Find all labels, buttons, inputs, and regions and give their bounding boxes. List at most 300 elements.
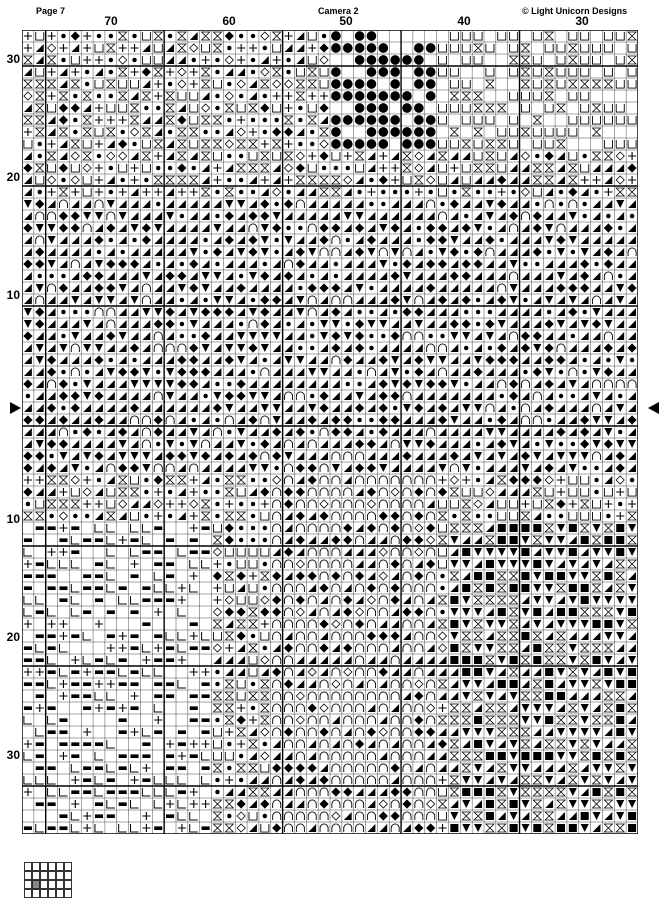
- stitch-symbol: [616, 728, 624, 736]
- stitch-symbol: [367, 67, 377, 77]
- stitch-symbol: [357, 382, 361, 386]
- stitch-symbol: [616, 716, 624, 724]
- minimap-current-page-cell: [33, 881, 40, 889]
- stitch-symbol: [154, 634, 162, 638]
- stitch-symbol: [450, 620, 458, 628]
- stitch-symbol: [144, 106, 148, 110]
- minimap-cell: [57, 881, 64, 889]
- stitch-symbol: [390, 115, 400, 125]
- stitch-symbol: [581, 812, 589, 820]
- stitch-symbol: [511, 406, 515, 410]
- stitch-symbol: [500, 394, 504, 398]
- stitch-symbol: [61, 274, 65, 278]
- stitch-symbol: [119, 766, 127, 770]
- stitch-symbol: [97, 154, 101, 158]
- stitch-symbol: [452, 190, 456, 194]
- stitch-symbol: [464, 310, 468, 314]
- minimap-cell: [57, 863, 64, 871]
- stitch-symbol: [95, 742, 103, 746]
- stitch-symbol: [156, 166, 160, 170]
- minimap-cell: [33, 863, 40, 871]
- stitch-symbol: [49, 274, 53, 278]
- stitch-symbol: [450, 656, 458, 664]
- stitch-symbol: [202, 766, 210, 770]
- stitch-symbol: [440, 202, 444, 206]
- stitch-symbol: [298, 286, 302, 290]
- stitch-symbol: [49, 454, 53, 458]
- stitch-symbol: [202, 646, 210, 650]
- column-number-50: 50: [339, 14, 353, 28]
- stitch-symbol: [144, 478, 148, 482]
- stitch-symbol: [38, 142, 42, 146]
- stitch-symbol: [547, 418, 551, 422]
- stitch-symbol: [488, 346, 492, 350]
- stitch-symbol: [414, 55, 424, 65]
- stitch-symbol: [616, 548, 624, 556]
- stitch-symbol: [119, 790, 127, 794]
- stitch-symbol: [402, 139, 412, 149]
- stitch-symbol: [109, 358, 113, 362]
- stitch-symbol: [61, 406, 65, 410]
- stitch-symbol: [263, 118, 267, 122]
- stitch-symbol: [107, 634, 115, 638]
- stitch-symbol: [378, 127, 388, 137]
- stitch-symbol: [131, 610, 139, 614]
- stitch-symbol: [474, 656, 482, 664]
- stitch-symbol: [535, 202, 539, 206]
- stitch-symbol: [476, 442, 480, 446]
- stitch-symbol: [390, 127, 400, 137]
- stitch-symbol: [71, 790, 79, 794]
- stitch-symbol: [215, 58, 219, 62]
- stitch-symbol: [450, 644, 458, 652]
- stitch-symbol: [367, 91, 377, 101]
- stitch-symbol: [71, 682, 79, 686]
- minimap-cell: [25, 881, 32, 889]
- stitch-symbol: [192, 166, 196, 170]
- stitch-symbol: [355, 91, 365, 101]
- stitch-symbol: [357, 370, 361, 374]
- stitch-symbol: [24, 646, 32, 650]
- stitch-symbol: [594, 478, 598, 482]
- stitch-symbol: [36, 766, 44, 770]
- stitch-symbol: [227, 382, 231, 386]
- stitch-symbol: [251, 118, 255, 122]
- stitch-symbol: [322, 166, 326, 170]
- stitch-symbol: [498, 536, 506, 544]
- stitch-symbol: [393, 262, 397, 266]
- stitch-symbol: [251, 682, 255, 686]
- stitch-symbol: [97, 478, 101, 482]
- stitch-symbol: [97, 250, 101, 254]
- stitch-symbol: [559, 202, 563, 206]
- stitch-symbol: [355, 103, 365, 113]
- stitch-symbol: [142, 742, 150, 746]
- stitch-symbol: [71, 526, 79, 530]
- stitch-symbol: [369, 286, 373, 290]
- stitch-symbol: [417, 226, 421, 230]
- stitch-symbol: [59, 586, 67, 590]
- stitch-symbol: [48, 766, 56, 770]
- stitch-symbol: [606, 514, 610, 518]
- stitch-symbol: [119, 682, 127, 686]
- stitch-symbol: [263, 562, 267, 566]
- stitch-symbol: [286, 58, 290, 62]
- stitch-symbol: [131, 682, 139, 686]
- stitch-symbol: [367, 103, 377, 113]
- stitch-symbol: [426, 139, 436, 149]
- stitch-symbol: [426, 43, 436, 53]
- stitch-symbol: [616, 536, 624, 544]
- stitch-symbol: [357, 418, 361, 422]
- stitch-symbol: [83, 610, 91, 614]
- stitch-symbol: [166, 598, 174, 602]
- stitch-symbol: [73, 94, 77, 98]
- stitch-symbol: [557, 572, 565, 580]
- stitch-symbol: [346, 166, 350, 170]
- stitch-symbol: [593, 656, 601, 664]
- stitch-symbol: [523, 370, 527, 374]
- stitch-symbol: [535, 262, 539, 266]
- stitch-symbol: [61, 58, 65, 62]
- stitch-symbol: [202, 526, 210, 530]
- stitch-symbol: [239, 154, 243, 158]
- stitch-symbol: [381, 334, 385, 338]
- stitch-symbol: [85, 70, 89, 74]
- stitch-symbol: [369, 202, 373, 206]
- stitch-symbol: [24, 538, 32, 542]
- stitch-symbol: [97, 94, 101, 98]
- stitch-symbol: [119, 802, 127, 806]
- stitch-symbol: [119, 718, 127, 722]
- stitch-symbol: [190, 706, 198, 710]
- stitch-symbol: [215, 490, 219, 494]
- row-number-bottom-30: 30: [6, 748, 20, 762]
- stitch-symbol: [498, 752, 506, 760]
- stitch-symbol: [604, 620, 612, 628]
- stitch-symbol: [378, 43, 388, 53]
- stitch-symbol: [593, 620, 601, 628]
- stitch-symbol: [131, 646, 139, 650]
- stitch-symbol: [414, 139, 424, 149]
- stitch-symbol: [119, 658, 127, 662]
- stitch-symbol: [180, 262, 184, 266]
- minimap-cell: [65, 890, 72, 898]
- stitch-symbol: [168, 514, 172, 518]
- stitch-symbol: [533, 560, 541, 568]
- row-number-top-20: 20: [6, 170, 20, 184]
- stitch-symbol: [190, 718, 198, 722]
- stitch-symbol: [390, 79, 400, 89]
- stitch-symbol: [331, 31, 341, 41]
- stitch-symbol: [168, 130, 172, 134]
- stitch-symbol: [571, 250, 575, 254]
- stitch-symbol: [414, 43, 424, 53]
- stitch-symbol: [402, 103, 412, 113]
- stitch-symbol: [426, 67, 436, 77]
- row-number-top-30: 30: [6, 52, 20, 66]
- stitch-symbol: [521, 548, 529, 556]
- stitch-symbol: [131, 790, 139, 794]
- stitch-symbol: [180, 442, 184, 446]
- stitch-symbol: [545, 716, 553, 724]
- stitch-symbol: [343, 79, 353, 89]
- stitch-symbol: [48, 586, 56, 590]
- stitch-symbol: [154, 550, 162, 554]
- stitch-symbol: [202, 826, 210, 830]
- stitch-symbol: [322, 34, 326, 38]
- stitch-symbol: [510, 584, 518, 592]
- stitch-symbol: [464, 214, 468, 218]
- stitch-symbol: [464, 346, 468, 350]
- stitch-symbol: [83, 682, 91, 686]
- stitch-symbol: [452, 514, 456, 518]
- minimap-cell: [33, 872, 40, 880]
- stitch-symbol: [310, 142, 314, 146]
- stitch-symbol: [202, 682, 210, 686]
- stitch-symbol: [488, 418, 492, 422]
- stitch-symbol: [24, 682, 32, 686]
- stitch-symbol: [604, 536, 612, 544]
- stitch-symbol: [571, 334, 575, 338]
- stitch-symbol: [414, 115, 424, 125]
- stitch-symbol: [440, 334, 444, 338]
- stitch-symbol: [486, 800, 494, 808]
- stitch-symbol: [85, 310, 89, 314]
- stitch-symbol: [154, 658, 162, 662]
- stitch-symbol: [618, 502, 622, 506]
- stitch-symbol: [48, 826, 56, 830]
- stitch-symbol: [343, 115, 353, 125]
- stitch-symbol: [474, 716, 482, 724]
- stitch-symbol: [486, 584, 494, 592]
- stitch-symbol: [73, 430, 77, 434]
- stitch-symbol: [132, 358, 136, 362]
- stitch-symbol: [582, 466, 586, 470]
- stitch-symbol: [166, 538, 174, 542]
- stitch-symbol: [533, 644, 541, 652]
- stitch-symbol: [97, 34, 101, 38]
- stitch-symbol: [251, 514, 255, 518]
- stitch-symbol: [227, 82, 231, 86]
- stitch-symbol: [251, 478, 255, 482]
- stitch-symbol: [263, 586, 267, 590]
- minimap-cell: [41, 881, 48, 889]
- stitch-symbol: [215, 478, 219, 482]
- stitch-symbol: [227, 430, 231, 434]
- stitch-symbol: [85, 370, 89, 374]
- stitch-symbol: [142, 778, 150, 782]
- stitch-symbol: [450, 596, 458, 604]
- stitch-symbol: [462, 788, 470, 796]
- stitch-symbol: [343, 139, 353, 149]
- stitch-symbol: [36, 742, 44, 746]
- stitch-symbol: [154, 694, 162, 698]
- stitch-symbol: [215, 778, 219, 782]
- stitch-symbol: [142, 586, 150, 590]
- stitch-symbol: [83, 790, 91, 794]
- stitch-symbol: [166, 814, 174, 818]
- stitch-symbol: [381, 202, 385, 206]
- stitch-symbol: [166, 694, 174, 698]
- minimap-cell: [41, 872, 48, 880]
- stitch-symbol: [533, 608, 541, 616]
- stitch-symbol: [286, 322, 290, 326]
- stitch-symbol: [119, 586, 127, 590]
- stitch-symbol: [142, 550, 150, 554]
- stitch-symbol: [569, 584, 577, 592]
- stitch-symbol: [24, 586, 32, 590]
- stitch-symbol: [274, 202, 278, 206]
- stitch-symbol: [95, 574, 103, 578]
- stitch-symbol: [414, 79, 424, 89]
- stitch-symbol: [559, 514, 563, 518]
- stitch-symbol: [500, 238, 504, 242]
- stitch-symbol: [594, 490, 598, 494]
- stitch-symbol: [286, 70, 290, 74]
- stitch-symbol: [215, 214, 219, 218]
- stitch-symbol: [510, 824, 518, 832]
- copyright-notice: © Light Unicorn Designs: [522, 6, 628, 16]
- stitch-symbol: [73, 118, 77, 122]
- stitch-symbol: [180, 334, 184, 338]
- stitch-symbol: [251, 190, 255, 194]
- stitch-symbol: [521, 632, 529, 640]
- stitch-symbol: [61, 178, 65, 182]
- stitch-symbol: [71, 754, 79, 758]
- stitch-symbol: [604, 668, 612, 676]
- stitch-symbol: [180, 214, 184, 218]
- stitch-symbol: [83, 742, 91, 746]
- stitch-symbol: [144, 514, 148, 518]
- stitch-symbol: [73, 382, 77, 386]
- stitch-symbol: [426, 115, 436, 125]
- stitch-symbol: [533, 752, 541, 760]
- stitch-symbol: [166, 646, 174, 650]
- stitch-symbol: [521, 524, 529, 532]
- stitch-symbol: [355, 115, 365, 125]
- stitch-symbol: [215, 190, 219, 194]
- stitch-symbol: [334, 166, 338, 170]
- stitch-symbol: [59, 814, 67, 818]
- stitch-symbol: [331, 127, 341, 137]
- stitch-symbol: [616, 704, 624, 712]
- stitch-symbol: [61, 310, 65, 314]
- stitch-symbol: [533, 824, 541, 832]
- stitch-symbol: [251, 502, 255, 506]
- stitch-symbol: [378, 67, 388, 77]
- stitch-symbol: [545, 692, 553, 700]
- stitch-symbol: [474, 572, 482, 580]
- stitch-symbol: [119, 754, 127, 758]
- stitch-symbol: [510, 800, 518, 808]
- stitch-symbol: [202, 718, 210, 722]
- stitch-symbol: [49, 514, 53, 518]
- stitch-symbol: [180, 322, 184, 326]
- stitch-symbol: [24, 658, 32, 662]
- stitch-symbol: [488, 310, 492, 314]
- stitch-symbol: [61, 334, 65, 338]
- stitch-symbol: [215, 670, 219, 674]
- stitch-symbol: [109, 238, 113, 242]
- stitch-symbol: [48, 670, 56, 674]
- stitch-symbol: [569, 608, 577, 616]
- stitch-symbol: [83, 766, 91, 770]
- stitch-symbol: [215, 106, 219, 110]
- minimap-cell: [49, 890, 56, 898]
- column-number-60: 60: [222, 14, 236, 28]
- stitch-symbol: [486, 572, 494, 580]
- stitch-symbol: [109, 190, 113, 194]
- stitch-symbol: [263, 742, 267, 746]
- stitch-symbol: [154, 526, 162, 530]
- stitch-symbol: [426, 79, 436, 89]
- stitch-symbol: [426, 127, 436, 137]
- stitch-symbol: [474, 740, 482, 748]
- stitch-symbol: [559, 394, 563, 398]
- stitch-symbol: [168, 34, 172, 38]
- stitch-symbol: [26, 394, 30, 398]
- stitch-symbol: [109, 34, 113, 38]
- stitch-symbol: [402, 91, 412, 101]
- stitch-symbol: [547, 514, 551, 518]
- stitch-symbol: [202, 730, 210, 734]
- stitch-symbol: [310, 394, 314, 398]
- stitch-symbol: [95, 658, 103, 662]
- stitch-symbol: [203, 298, 207, 302]
- stitch-symbol: [274, 250, 278, 254]
- stitch-symbol: [178, 742, 186, 746]
- stitch-symbol: [109, 166, 113, 170]
- stitch-symbol: [73, 514, 77, 518]
- stitch-symbol: [450, 824, 458, 832]
- stitch-symbol: [107, 610, 115, 614]
- stitch-symbol: [571, 442, 575, 446]
- stitch-symbol: [557, 692, 565, 700]
- minimap-cell: [49, 881, 56, 889]
- stitch-symbol: [428, 190, 432, 194]
- stitch-symbol: [132, 34, 136, 38]
- stitch-symbol: [178, 730, 186, 734]
- stitch-symbol: [227, 154, 231, 158]
- minimap-cell: [41, 863, 48, 871]
- stitch-symbol: [83, 538, 91, 542]
- stitch-symbol: [511, 190, 515, 194]
- stitch-symbol: [367, 115, 377, 125]
- stitch-symbol: [132, 58, 136, 62]
- stitch-symbol: [488, 514, 492, 518]
- stitch-symbol: [239, 538, 243, 542]
- stitch-symbol: [144, 178, 148, 182]
- stitch-symbol: [156, 442, 160, 446]
- stitch-symbol: [120, 130, 124, 134]
- stitch-symbol: [523, 262, 527, 266]
- stitch-symbol: [488, 190, 492, 194]
- stitch-symbol: [402, 55, 412, 65]
- stitch-symbol: [343, 43, 353, 53]
- stitch-symbol: [48, 706, 56, 710]
- stitch-symbol: [486, 812, 494, 820]
- stitch-symbol: [310, 130, 314, 134]
- stitch-symbol: [190, 754, 198, 758]
- row-number-top-10: 10: [6, 288, 20, 302]
- stitch-symbol: [202, 550, 210, 554]
- stitch-symbol: [367, 31, 377, 41]
- stitch-symbol: [36, 610, 44, 614]
- stitch-symbol: [547, 250, 551, 254]
- stitch-symbol: [414, 103, 424, 113]
- stitch-symbol: [215, 502, 219, 506]
